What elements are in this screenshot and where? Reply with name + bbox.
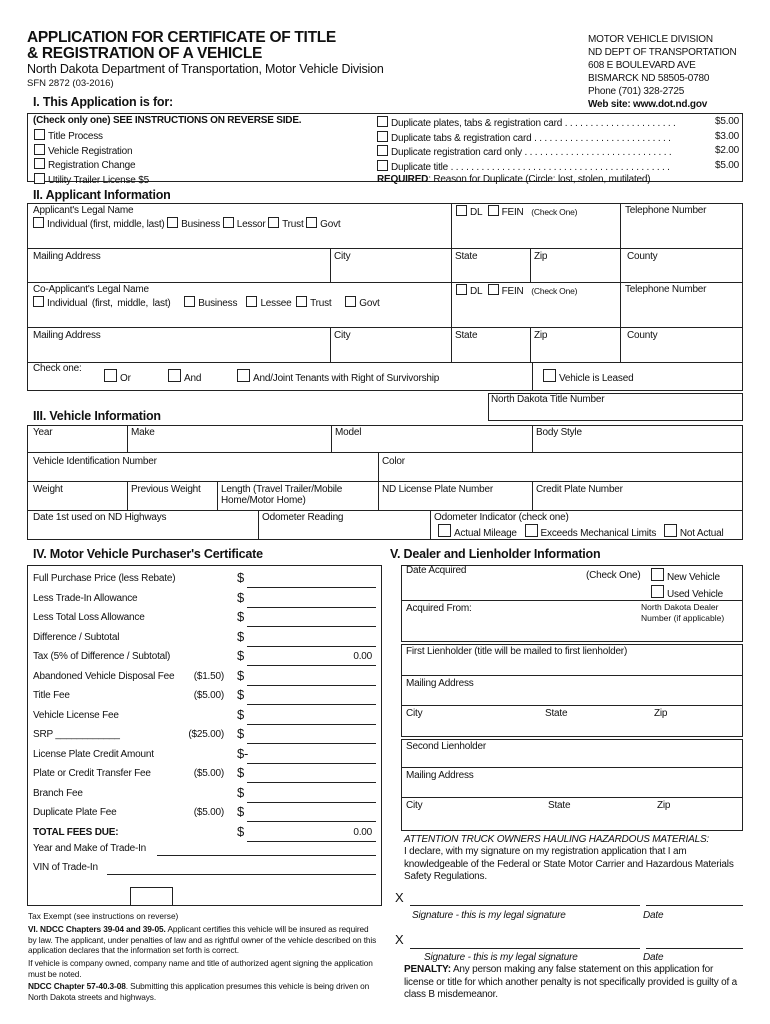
- fee-row: [33, 609, 378, 627]
- second-zip-label: Zip: [657, 800, 671, 811]
- option-vehicle-registration[interactable]: [34, 144, 149, 159]
- trade-in-vin-label: VIN of Trade-In: [33, 862, 98, 873]
- signature-line-1[interactable]: [410, 905, 640, 906]
- co-applicant-telephone-label: Telephone Number: [625, 284, 707, 295]
- fee-row: [33, 785, 378, 803]
- dollar-sign: $: [237, 706, 245, 722]
- co-county-label: County: [627, 330, 658, 341]
- fee-row: [33, 707, 378, 725]
- odometer-options: [438, 524, 724, 539]
- required-label: REQUIRED: [377, 174, 429, 185]
- co-zip-label: Zip: [534, 330, 548, 341]
- fee-input[interactable]: [247, 782, 376, 783]
- company-owned-note: If vehicle is company owned, company name and title of authorized agent signing the application must be noted.: [28, 958, 373, 979]
- option-label: Vehicle is Leased: [559, 373, 634, 384]
- co-applicant-name-label: Co-Applicant's Legal Name: [33, 284, 149, 295]
- check-one-note: (Check One): [531, 207, 578, 217]
- checkbox[interactable]: [34, 144, 45, 155]
- fee-row: [33, 629, 378, 647]
- odometer-indicator-label: Odometer Indicator (check one): [434, 512, 569, 523]
- hazmat-heading: ATTENTION TRUCK OWNERS HAULING HAZARDOUS MATERIALS:: [404, 834, 710, 845]
- fein-label: FEIN: [501, 286, 524, 297]
- application-type-options: [34, 129, 149, 187]
- option-label: Lessor: [236, 219, 266, 230]
- address-line: ND DEPT OF TRANSPORTATION: [588, 47, 737, 58]
- fee-amount: ($25.00): [188, 729, 224, 740]
- trade-in-vin-field[interactable]: [107, 874, 376, 875]
- option-label: Duplicate tabs & registration card . . . . . . . . . . . . . . . . . . . . . . . . . . .: [391, 132, 671, 144]
- date-line-1[interactable]: [646, 905, 743, 906]
- signature-x-mark: X: [395, 932, 404, 947]
- signature-x-mark: X: [395, 890, 404, 905]
- duplicate-card-option[interactable]: [377, 145, 739, 160]
- dealer-number-line: Number (if applicable): [641, 612, 725, 623]
- fee-input[interactable]: [247, 646, 376, 647]
- checkbox[interactable]: [377, 116, 388, 127]
- date-acquired-label: Date Acquired: [406, 565, 467, 576]
- signature-label-2: Signature - this is my legal signature: [424, 952, 578, 963]
- option-new-vehicle[interactable]: [651, 568, 723, 585]
- fee-row: [33, 668, 378, 686]
- checkbox-actual-mileage[interactable]: [438, 524, 451, 537]
- fee-input[interactable]: [247, 724, 376, 725]
- plate-number-label: ND License Plate Number: [382, 484, 494, 495]
- fee-input[interactable]: [247, 704, 376, 705]
- date-label-2: Date: [643, 952, 664, 963]
- option-label: Govt: [320, 219, 341, 230]
- checkbox-govt[interactable]: [345, 296, 356, 307]
- signature-line-2[interactable]: [410, 948, 640, 949]
- dollar-sign: $: [237, 628, 245, 644]
- option-label: Lessee: [260, 298, 292, 309]
- price: $5.00: [714, 116, 739, 127]
- checkbox-business[interactable]: [184, 296, 195, 307]
- chapter-text: . Submitting this application presumes this vehicle is being driven on North Dakota streets and highways.: [28, 981, 370, 1002]
- option-label: Actual Mileage: [454, 528, 517, 539]
- dl-label: DL: [470, 286, 483, 297]
- co-city-label: City: [334, 330, 351, 341]
- checkbox-exceeds-limits[interactable]: [525, 524, 538, 537]
- fee-input[interactable]: [247, 763, 376, 764]
- agency-address: [588, 33, 737, 111]
- checkbox[interactable]: [168, 369, 181, 382]
- section2-heading: II. Applicant Information: [33, 188, 171, 202]
- required-text: : Reason for Duplicate (Circle: lost, stolen, mutilated): [428, 174, 651, 185]
- fee-row: [33, 726, 378, 744]
- ndcc-chapter-note: [28, 981, 373, 1002]
- checkbox-lessee[interactable]: [246, 296, 257, 307]
- second-mailing-address-label: Mailing Address: [406, 770, 474, 781]
- form-number: SFN 2872 (03-2016): [27, 78, 114, 89]
- checkbox-govt[interactable]: [306, 217, 317, 228]
- option-joint-tenants[interactable]: [237, 369, 439, 384]
- penalty-text: Any person making any false statement on this application for license or title for which another penalty is not specifically provided is guilty of a class B misdemeanor.: [404, 964, 737, 1000]
- fee-row: [33, 804, 378, 822]
- first-lienholder-label: First Lienholder (title will be mailed to first lienholder): [406, 646, 628, 657]
- option-and[interactable]: [168, 369, 201, 384]
- fee-input[interactable]: [247, 665, 376, 666]
- checkbox-dl[interactable]: [456, 205, 467, 216]
- dealer-number-line: North Dakota Dealer: [641, 602, 719, 612]
- dollar-sign: $-: [237, 745, 249, 761]
- option-label: Govt: [359, 298, 380, 309]
- dl-label: DL: [470, 207, 483, 218]
- county-label: County: [627, 251, 658, 262]
- section6-certification: [28, 924, 378, 956]
- dollar-sign: $: [237, 648, 245, 663]
- address-line: 608 E BOULEVARD AVE: [588, 60, 696, 71]
- checkbox-individual[interactable]: [33, 217, 44, 228]
- make-label: Make: [131, 427, 155, 438]
- color-label: Color: [382, 456, 405, 467]
- section1-heading: I. This Application is for:: [33, 95, 173, 109]
- fee-input[interactable]: [247, 841, 376, 842]
- duplicate-title-option[interactable]: [377, 160, 739, 175]
- fee-input[interactable]: [247, 607, 376, 608]
- vehicle-type-options: [651, 568, 723, 602]
- check-one-label: Check one:: [33, 363, 82, 374]
- option-vehicle-leased[interactable]: [543, 369, 633, 384]
- checkbox-trust[interactable]: [296, 296, 307, 307]
- form-subtitle: North Dakota Department of Transportation, Motor Vehicle Division: [27, 62, 384, 76]
- second-lienholder-label: Second Lienholder: [406, 741, 486, 752]
- option-label: New Vehicle: [667, 572, 720, 583]
- second-lienholder-box: [401, 739, 743, 831]
- duplicate-options: [377, 116, 739, 187]
- option-label: Utility Trailer License $5: [48, 174, 149, 186]
- state-label: State: [455, 251, 478, 262]
- checkbox[interactable]: [34, 173, 45, 184]
- penalty-notice: [404, 964, 744, 1002]
- fee-label: Abandoned Vehicle Disposal Fee: [33, 670, 175, 682]
- fee-amount: ($5.00): [193, 768, 224, 779]
- dollar-sign: $: [237, 609, 245, 624]
- option-label: And: [184, 373, 202, 384]
- duplicate-reason: [377, 174, 739, 187]
- dollar-sign: $: [237, 726, 245, 741]
- option-label: Vehicle Registration: [48, 145, 133, 157]
- option-label: Trust: [282, 219, 304, 230]
- section6-text: Applicant certifies this vehicle will be insured as required by law. The applicant, under penalties of law and as rightful owner of the vehicle described on this application declares that the information set forth is correct.: [28, 924, 377, 955]
- weight-label: Weight: [33, 484, 63, 495]
- model-label: Model: [335, 427, 362, 438]
- fee-label: Less Total Loss Allowance: [33, 612, 145, 623]
- date-first-used-label: Date 1st used on ND Highways: [33, 512, 167, 523]
- fee-label: Full Purchase Price (less Rebate): [33, 573, 176, 584]
- checkbox-individual[interactable]: [33, 296, 44, 307]
- option-label: Duplicate title . . . . . . . . . . . . . . . . . . . . . . . . . . . . . . . . . . . . . . . . . . .: [391, 161, 670, 173]
- fee-input[interactable]: [247, 626, 376, 627]
- checkbox[interactable]: [237, 369, 250, 382]
- dollar-sign: $: [237, 667, 245, 683]
- first-state-label: State: [545, 708, 568, 719]
- fee-input[interactable]: [247, 821, 376, 822]
- zip-label: Zip: [534, 251, 548, 262]
- fee-amount: ($5.00): [193, 690, 224, 701]
- second-city-label: City: [406, 800, 423, 811]
- checkbox[interactable]: [34, 158, 45, 169]
- checkbox[interactable]: [34, 129, 45, 140]
- chapter-ref: NDCC Chapter 57-40.3-08: [28, 981, 126, 991]
- section4-heading: IV. Motor Vehicle Purchaser's Certificate: [33, 547, 263, 561]
- credit-plate-label: Credit Plate Number: [536, 484, 623, 495]
- address-phone: Phone (701) 328-2725: [588, 86, 685, 97]
- option-label: Or: [120, 373, 131, 384]
- duplicate-plates-option[interactable]: [377, 116, 739, 131]
- option-utility-trailer[interactable]: [34, 173, 149, 188]
- penalty-label: PENALTY:: [404, 964, 451, 975]
- checkbox-business[interactable]: [167, 217, 178, 228]
- check-one-label: (Check One): [586, 570, 641, 581]
- fee-label: Branch Fee: [33, 787, 83, 799]
- checkbox-fein[interactable]: [488, 284, 499, 295]
- option-registration-change[interactable]: [34, 158, 149, 173]
- fee-row: [33, 648, 378, 666]
- option-label: Individual (first, middle, last): [47, 219, 165, 230]
- fee-row: [33, 824, 378, 842]
- fee-row: [33, 590, 378, 608]
- fee-label: Tax (5% of Difference / Subtotal): [33, 651, 171, 662]
- title-number-label: North Dakota Title Number: [491, 394, 605, 405]
- option-label: Business: [181, 219, 221, 230]
- section5-heading: V. Dealer and Lienholder Information: [390, 547, 601, 561]
- fee-amount: ($5.00): [193, 807, 224, 818]
- checkbox-dl[interactable]: [456, 284, 467, 295]
- body-style-label: Body Style: [536, 427, 582, 438]
- fee-label: Vehicle License Fee: [33, 709, 119, 721]
- checkbox-fein[interactable]: [488, 205, 499, 216]
- fee-label: Difference / Subtotal: [33, 631, 120, 643]
- dollar-sign: $: [237, 765, 245, 780]
- checkbox-not-actual[interactable]: [664, 524, 677, 537]
- fee-label: Duplicate Plate Fee: [33, 807, 117, 818]
- date-line-2[interactable]: [646, 948, 743, 949]
- price: $3.00: [714, 130, 739, 142]
- option-title-process[interactable]: [34, 129, 149, 144]
- acquired-from-label: Acquired From:: [406, 603, 472, 614]
- section1-instruction: (Check only one) SEE INSTRUCTIONS ON REVERSE SIDE.: [33, 115, 302, 126]
- option-label: Not Actual: [679, 528, 724, 539]
- year-label: Year: [33, 427, 53, 438]
- dollar-sign: $: [237, 784, 245, 800]
- tax-exempt-label: Tax Exempt (see instructions on reverse): [28, 911, 179, 921]
- applicant-telephone-label: Telephone Number: [625, 205, 707, 216]
- tax-exempt-field[interactable]: [130, 887, 173, 906]
- fee-amount: ($1.50): [193, 670, 224, 682]
- fee-row: [33, 687, 378, 705]
- fee-input[interactable]: [247, 802, 376, 803]
- length-label: [221, 484, 342, 506]
- co-mailing-address-label: Mailing Address: [33, 330, 101, 341]
- date-label-1: Date: [643, 910, 664, 921]
- length-line: Length (Travel Trailer/Mobile: [221, 484, 343, 495]
- address-line: BISMARCK ND 58505-0780: [588, 73, 710, 84]
- dealer-number-label: [641, 602, 724, 623]
- signature-label-1: Signature - this is my legal signature: [412, 910, 566, 921]
- hazmat-text: I declare, with my signature on my registration application that I am knowledgeable of the Federal or State Motor Carrier and Hazardous Materials Safety Regulations.: [404, 846, 734, 882]
- applicant-name-label: Applicant's Legal Name: [33, 205, 134, 216]
- option-label: Duplicate registration card only . . . . . . . . . . . . . . . . . . . . . . . . . . . . .: [391, 147, 672, 158]
- price: $2.00: [714, 145, 739, 156]
- dollar-sign: $: [237, 804, 245, 819]
- address-line: MOTOR VEHICLE DIVISION: [588, 34, 713, 45]
- fee-row: [33, 765, 378, 783]
- option-label: Used Vehicle: [667, 589, 723, 600]
- check-one-note: (Check One): [531, 286, 578, 296]
- trade-in-year-make-field[interactable]: [157, 855, 376, 856]
- website-link[interactable]: Web site: www.dot.nd.gov: [588, 99, 708, 110]
- fein-label: FEIN: [501, 207, 524, 218]
- co-applicant-id-type: [456, 284, 577, 297]
- fee-input[interactable]: [247, 685, 376, 686]
- previous-weight-label: Previous Weight: [131, 484, 201, 495]
- second-state-label: State: [548, 800, 571, 811]
- option-label: Duplicate plates, tabs & registration card . . . . . . . . . . . . . . . . . . . . . .: [391, 118, 676, 129]
- co-applicant-type-options: [33, 296, 380, 309]
- duplicate-tabs-option[interactable]: [377, 131, 739, 146]
- fee-row: [33, 746, 378, 764]
- first-lienholder-box: [401, 644, 743, 737]
- vin-label: Vehicle Identification Number: [33, 456, 157, 467]
- fee-value: 0.00: [353, 651, 372, 662]
- fee-input[interactable]: [247, 743, 376, 744]
- checkbox[interactable]: [104, 369, 117, 382]
- fee-value: 0.00: [353, 826, 372, 838]
- dollar-sign: $: [237, 570, 245, 585]
- checkbox-lessor[interactable]: [223, 217, 234, 228]
- fee-row: [33, 570, 378, 588]
- section3-heading: III. Vehicle Information: [33, 409, 161, 423]
- city-label: City: [334, 251, 351, 262]
- applicant-type-options: [33, 217, 340, 230]
- checkbox[interactable]: [377, 160, 388, 171]
- checkbox[interactable]: [377, 145, 388, 156]
- option-or[interactable]: [104, 369, 131, 384]
- fee-label: Plate or Credit Transfer Fee: [33, 768, 151, 779]
- fee-label: Title Fee: [33, 690, 70, 701]
- checkbox[interactable]: [651, 585, 664, 598]
- length-line: Home/Motor Home): [221, 495, 306, 506]
- first-zip-label: Zip: [654, 708, 668, 719]
- option-label: Individual (first, middle, last): [47, 298, 171, 309]
- co-state-label: State: [455, 330, 478, 341]
- form-title-line2: & REGISTRATION OF A VEHICLE: [27, 45, 263, 62]
- option-label: Business: [198, 298, 238, 309]
- option-label: Trust: [310, 298, 332, 309]
- dollar-sign: $: [237, 589, 245, 605]
- form-title-line1: APPLICATION FOR CERTIFICATE OF TITLE: [27, 29, 336, 46]
- fee-label: License Plate Credit Amount: [33, 748, 154, 760]
- fee-label: Less Trade-In Allowance: [33, 592, 138, 604]
- trade-in-year-make-label: Year and Make of Trade-In: [33, 843, 147, 854]
- first-city-label: City: [406, 708, 423, 719]
- fee-input[interactable]: [247, 587, 376, 588]
- option-label: Registration Change: [48, 160, 136, 171]
- dollar-sign: $: [237, 823, 245, 839]
- checkbox-trust[interactable]: [268, 217, 279, 228]
- dollar-sign: $: [237, 687, 245, 702]
- option-used-vehicle[interactable]: [651, 585, 723, 602]
- option-label: And/Joint Tenants with Right of Survivorship: [253, 373, 440, 384]
- checkbox[interactable]: [543, 369, 556, 382]
- checkbox[interactable]: [651, 568, 664, 581]
- fee-label: SRP ____________: [33, 729, 120, 740]
- price: $5.00: [714, 159, 739, 171]
- odometer-reading-label: Odometer Reading: [262, 512, 344, 523]
- mailing-address-label: Mailing Address: [33, 251, 101, 262]
- option-label: Exceeds Mechanical Limits: [540, 528, 657, 539]
- applicant-id-type: [456, 205, 577, 218]
- first-mailing-address-label: Mailing Address: [406, 678, 474, 689]
- checkbox[interactable]: [377, 131, 388, 142]
- fee-label: TOTAL FEES DUE:: [33, 826, 119, 838]
- option-label: Title Process: [48, 131, 103, 142]
- section6-heading: VI. NDCC Chapters 39-04 and 39-05.: [28, 924, 166, 934]
